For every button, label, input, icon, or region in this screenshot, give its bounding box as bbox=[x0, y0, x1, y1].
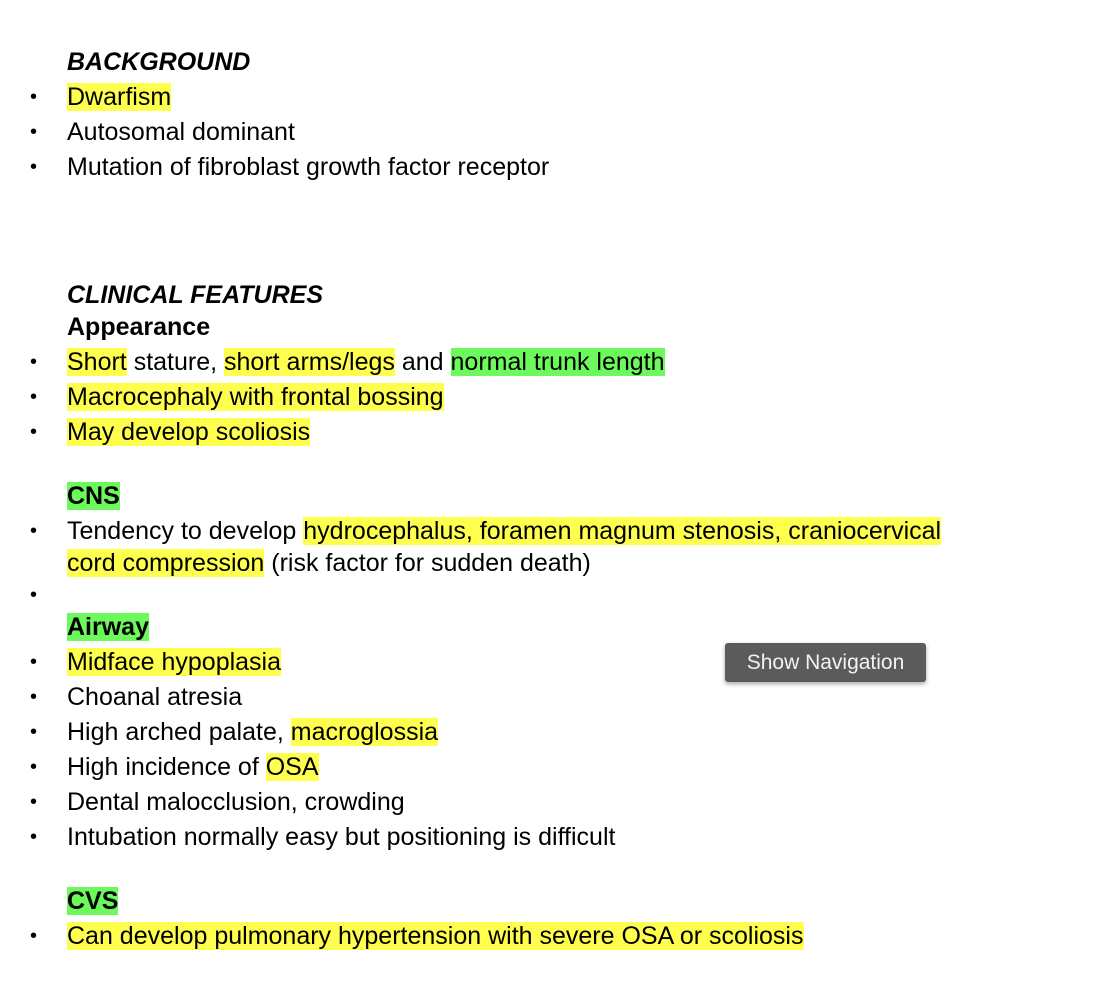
bullet: • bbox=[30, 86, 38, 108]
highlighted-text: Can develop pulmonary hypertension with severe OSA or scoliosis bbox=[67, 922, 804, 950]
subheading-appearance: Appearance bbox=[67, 313, 211, 341]
bullet: • bbox=[30, 686, 38, 708]
subheading-cns bbox=[67, 481, 120, 511]
bullet: • bbox=[30, 421, 38, 443]
highlighted-text: OSA bbox=[265, 753, 319, 781]
highlighted-text: Macrocephaly with frontal bossing bbox=[67, 383, 444, 411]
highlighted-text: Midface hypoplasia bbox=[67, 648, 282, 676]
bullet: • bbox=[30, 721, 38, 743]
plain-text: High arched palate, bbox=[67, 718, 291, 746]
plain-text: stature, bbox=[126, 348, 225, 376]
bullet: • bbox=[30, 826, 38, 848]
highlighted-text: macroglossia bbox=[290, 718, 439, 746]
highlighted-text-green: Airway bbox=[67, 613, 149, 641]
highlighted-text: May develop scoliosis bbox=[67, 418, 311, 446]
plain-text: (risk factor for sudden death) bbox=[264, 549, 591, 577]
list-item-text: Autosomal dominant bbox=[67, 118, 295, 146]
bullet: • bbox=[30, 791, 38, 813]
list-item-text: Choanal atresia bbox=[67, 683, 243, 711]
show-navigation-tooltip[interactable]: Show Navigation bbox=[725, 643, 926, 682]
plain-text: High incidence of bbox=[67, 753, 266, 781]
highlighted-text-green: CNS bbox=[67, 482, 120, 510]
bullet: • bbox=[30, 156, 38, 178]
bullet: • bbox=[30, 925, 38, 947]
highlighted-text: cord compression bbox=[67, 549, 265, 577]
highlighted-text: Short bbox=[67, 348, 127, 376]
highlighted-text-green: normal trunk length bbox=[450, 348, 665, 376]
bullet: • bbox=[30, 520, 38, 542]
list-item-text: Mutation of fibroblast growth factor receptor bbox=[67, 153, 550, 181]
subheading-airway bbox=[67, 612, 149, 642]
list-item-text: Intubation normally easy but positioning is difficult bbox=[67, 823, 616, 851]
bullet: • bbox=[30, 351, 38, 373]
highlighted-text: short arms/legs bbox=[224, 348, 395, 376]
bullet: • bbox=[30, 121, 38, 143]
section-heading-clinical-features: CLINICAL FEATURES bbox=[67, 281, 324, 309]
highlighted-text: Dwarfism bbox=[67, 83, 172, 111]
plain-text: and bbox=[394, 348, 451, 376]
section-heading-background: BACKGROUND bbox=[67, 48, 251, 76]
list-item-text: Dental malocclusion, crowding bbox=[67, 788, 405, 816]
bullet: • bbox=[30, 584, 38, 606]
bullet: • bbox=[30, 651, 38, 673]
bullet: • bbox=[30, 386, 38, 408]
highlighted-text: hydrocephalus, foramen magnum stenosis, craniocervical bbox=[303, 517, 942, 545]
bullet: • bbox=[30, 756, 38, 778]
plain-text: Tendency to develop bbox=[67, 517, 304, 545]
subheading-cvs bbox=[67, 886, 118, 916]
highlighted-text-green: CVS bbox=[67, 887, 119, 915]
